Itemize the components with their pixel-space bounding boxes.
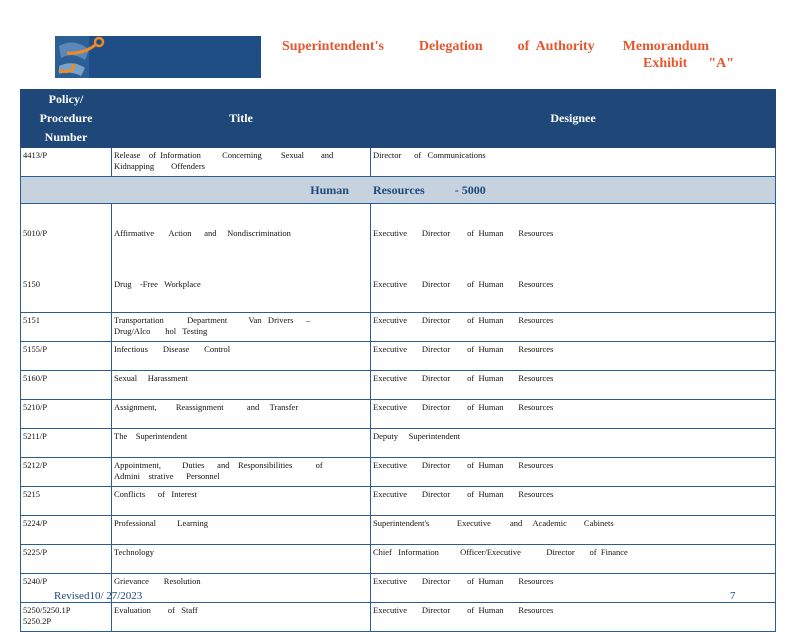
column-header-designee: Designee xyxy=(371,90,776,148)
cell-title: Sexual Harassment xyxy=(112,371,371,400)
cell-number-text: 5010/P xyxy=(23,228,48,238)
cell-title-text: Affirmative Action and Nondiscrimination xyxy=(114,228,291,238)
table-row xyxy=(21,429,776,458)
cell-title: Assignment, Reassignment and Transfer xyxy=(112,400,371,429)
cell-number: 5240/P xyxy=(21,574,112,603)
table-row xyxy=(21,204,776,313)
cell-designee: Executive Director of Human Resources xyxy=(371,342,776,371)
cell-designee: Director of Communications xyxy=(371,148,776,177)
column-header-number: Policy/ Procedure Number xyxy=(21,90,112,148)
cell-title: Technology xyxy=(112,545,371,574)
table-row xyxy=(21,342,776,371)
cell-designee-text: Executive Director of Human Resources xyxy=(373,279,554,289)
cell-title: Appointment, Duties and Responsibilities of Admini strative Personnel xyxy=(112,458,371,487)
title-line-1: Superintendent's Delegation of Authority Memorandum xyxy=(282,39,709,54)
cell-title: Evaluation of Staff xyxy=(112,603,371,632)
cell-designee: Superintendent's Executive and Academic Cabinets xyxy=(371,516,776,545)
table-row xyxy=(21,371,776,400)
cell-designee xyxy=(371,204,776,313)
cell-number: 5250/5250.1P 5250.2P xyxy=(21,603,112,632)
cell-number: 5151 xyxy=(21,313,112,342)
cell-title: Grievance Resolution xyxy=(112,574,371,603)
cell-number: 5225/P xyxy=(21,545,112,574)
table-row xyxy=(21,400,776,429)
cell-designee: Executive Director of Human Resources xyxy=(371,313,776,342)
cell-number: 5224/P xyxy=(21,516,112,545)
cell-number: 5212/P xyxy=(21,458,112,487)
cell-title: The Superintendent xyxy=(112,429,371,458)
cell-number: 5211/P xyxy=(21,429,112,458)
cell-title: Professional Learning xyxy=(112,516,371,545)
title-line-2: Exhibit "A" xyxy=(642,56,734,71)
cell-title-text: Drug -Free Workplace xyxy=(114,279,201,289)
cell-designee: Executive Director of Human Resources xyxy=(371,371,776,400)
section-label: Human Resources - 5000 xyxy=(21,177,776,204)
cell-designee: Executive Director of Human Resources xyxy=(371,603,776,632)
cell-title: Infectious Disease Control xyxy=(112,342,371,371)
table-header-row xyxy=(21,90,776,148)
cell-number: 5155/P xyxy=(21,342,112,371)
table-row xyxy=(21,516,776,545)
cell-number: 5160/P xyxy=(21,371,112,400)
table-row xyxy=(21,458,776,487)
cell-title: Transportation Department Van Drivers – Drug/Alco hol Testing xyxy=(112,313,371,342)
cell-designee: Executive Director of Human Resources xyxy=(371,574,776,603)
district-logo xyxy=(55,36,261,78)
cell-designee: Executive Director of Human Resources xyxy=(371,400,776,429)
table-row xyxy=(21,487,776,516)
cell-number-text: 5150 xyxy=(23,279,40,289)
cell-designee: Executive Director of Human Resources xyxy=(371,487,776,516)
section-row-human-resources xyxy=(21,177,776,204)
cell-number: 5215 xyxy=(21,487,112,516)
table-row xyxy=(21,313,776,342)
cell-designee: Chief Information Officer/Executive Director of Finance xyxy=(371,545,776,574)
cell-title: Conflicts of Interest xyxy=(112,487,371,516)
cell-number xyxy=(21,204,112,313)
cell-designee-text: Executive Director of Human Resources xyxy=(373,228,554,238)
cell-number: 5210/P xyxy=(21,400,112,429)
cell-designee: Executive Director of Human Resources xyxy=(371,458,776,487)
logo-graphic xyxy=(55,36,261,78)
table-row xyxy=(21,148,776,177)
column-header-title: Title xyxy=(112,90,371,148)
delegation-table xyxy=(20,89,776,632)
cell-title xyxy=(112,204,371,313)
cell-title: Release of Information Concerning Sexual and Kidnapping Offenders xyxy=(112,148,371,177)
cell-designee: Deputy Superintendent xyxy=(371,429,776,458)
table-row xyxy=(21,545,776,574)
table-row xyxy=(21,603,776,632)
revised-date: Revised10/ 27/2023 xyxy=(54,590,143,602)
page-number: 7 xyxy=(730,590,736,602)
memorandum-title xyxy=(282,38,742,72)
cell-number: 4413/P xyxy=(21,148,112,177)
